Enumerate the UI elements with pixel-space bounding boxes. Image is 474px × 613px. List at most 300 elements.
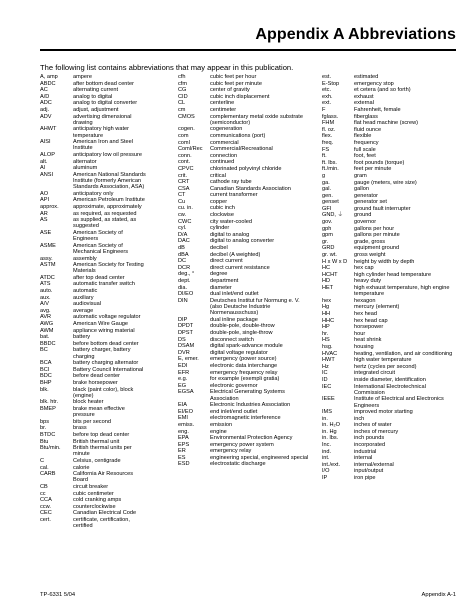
abbreviation-term: DIN: [178, 297, 188, 304]
abbreviation-term: CWC: [178, 218, 192, 225]
abbreviation-term: CARB: [40, 471, 56, 478]
abbreviation-row: [322, 133, 457, 139]
abbreviation-row: [40, 94, 147, 100]
abbreviation-definition: analog to digital: [73, 93, 113, 100]
abbreviation-row: [322, 370, 457, 376]
abbreviation-definition: inside diameter, identification: [354, 376, 426, 383]
abbreviation-term: cm: [178, 106, 186, 113]
abbreviation-row: [322, 435, 457, 441]
abbreviation-definition: hexagon: [354, 297, 376, 304]
abbreviation-row: [178, 363, 313, 369]
abbreviation-row: [178, 81, 313, 87]
abbreviation-column-3: [322, 74, 457, 482]
abbreviation-definition: frequency: [354, 139, 379, 146]
abbreviation-definition: ground: [354, 212, 372, 219]
abbreviation-term: ALOP: [40, 151, 55, 158]
abbreviation-term: dBA: [178, 251, 189, 258]
abbreviation-term: int.: [322, 455, 330, 462]
abbreviation-term: gr.: [322, 238, 329, 245]
abbreviation-row: [322, 442, 457, 448]
abbreviation-term: H x W x D: [322, 258, 348, 265]
abbreviation-definition: American Society of Engineers: [73, 229, 123, 243]
abbreviation-term: bps: [40, 418, 50, 425]
abbreviation-definition: et cetera (and so forth): [354, 87, 411, 94]
abbreviation-term: HVAC: [322, 350, 338, 357]
abbreviation-row: [322, 212, 457, 218]
abbreviation-term: gpm: [322, 232, 333, 239]
abbreviation-term: GND, ⏚: [322, 212, 344, 219]
abbreviation-row: [178, 323, 313, 329]
abbreviation-row: [178, 448, 313, 454]
abbreviation-definition: for example (exempli gratia): [210, 376, 280, 383]
abbreviation-term: DSAM: [178, 343, 195, 350]
abbreviation-term: cogen.: [178, 126, 195, 133]
abbreviation-term: avg.: [40, 307, 51, 314]
abbreviation-row: [178, 153, 313, 159]
abbreviation-term: E-Stop: [322, 80, 340, 87]
abbreviation-term: ANSI: [40, 171, 54, 178]
abbreviation-definition: anticipatory only: [73, 190, 114, 197]
abbreviation-definition: block heater: [73, 399, 104, 406]
abbreviation-term: hsg.: [322, 343, 333, 350]
abbreviation-term: EG: [178, 382, 187, 389]
abbreviation-term: HP: [322, 324, 330, 331]
abbreviation-row: [322, 199, 457, 205]
abbreviation-definition: alternator: [73, 158, 97, 165]
abbreviation-definition: auxiliary: [73, 294, 94, 301]
abbreviation-definition: connection: [210, 152, 238, 159]
abbreviation-definition: hex head cap: [354, 317, 388, 324]
abbreviation-definition: inches of mercury: [354, 428, 399, 435]
abbreviation-definition: exhaust: [354, 93, 374, 100]
abbreviation-term: blk. htr.: [40, 399, 59, 406]
abbreviation-term: D/A: [178, 231, 188, 238]
abbreviation-row: [322, 468, 457, 474]
abbreviation-term: approx.: [40, 203, 59, 210]
abbreviation-row: [322, 272, 457, 278]
abbreviation-row: [322, 304, 457, 310]
abbreviation-row: [322, 74, 457, 80]
abbreviation-definition: bits per second: [73, 418, 111, 425]
abbreviation-row: [322, 298, 457, 304]
intro-text: The following list contains abbreviations that may appear in this publication.: [40, 63, 294, 72]
abbreviation-term: in.: [322, 415, 328, 422]
abbreviation-definition: American Society for Testing Materials: [73, 262, 144, 275]
abbreviation-row: [322, 429, 457, 435]
abbreviation-term: Hg: [322, 304, 330, 311]
abbreviation-row: [322, 226, 457, 232]
abbreviation-definition: governor: [354, 219, 377, 226]
abbreviation-definition: cylinder: [210, 225, 230, 232]
abbreviation-definition: improved motor starting: [354, 409, 413, 416]
abbreviation-definition: Battery Council International: [73, 366, 144, 373]
abbreviation-row: [322, 193, 457, 199]
abbreviation-row: [40, 347, 147, 359]
abbreviation-row: [40, 159, 147, 165]
abbreviation-term: FHM: [322, 120, 335, 127]
abbreviation-term: auto.: [40, 288, 53, 295]
abbreviation-row: [40, 217, 147, 229]
abbreviation-definition: ground fault interrupter: [354, 205, 411, 212]
abbreviation-row: [40, 288, 147, 294]
abbreviation-definition: flat head machine (screw): [354, 120, 419, 127]
abbreviation-definition: industrial: [354, 448, 377, 455]
abbreviation-row: [322, 416, 457, 422]
abbreviation-row: [322, 166, 457, 172]
abbreviation-row: [322, 357, 457, 363]
abbreviation-row: [178, 192, 313, 198]
abbreviation-term: emiss.: [178, 421, 195, 428]
abbreviation-column-2: [178, 74, 313, 468]
abbreviation-definition: automatic transfer switch: [73, 281, 135, 288]
abbreviation-definition: fiberglass: [354, 113, 378, 120]
abbreviation-definition: cathode ray tube: [210, 179, 252, 186]
abbreviation-term: EMI: [178, 415, 188, 422]
abbreviation-term: HS: [322, 337, 330, 344]
abbreviation-definition: assembly: [73, 255, 97, 262]
abbreviation-definition: heat shrink: [354, 337, 382, 344]
abbreviation-row: [178, 140, 313, 146]
abbreviation-term: ID: [322, 376, 328, 383]
abbreviation-definition: chlorinated polyvinyl chloride: [210, 165, 282, 172]
abbreviation-row: [322, 107, 457, 113]
abbreviation-term: ga.: [322, 179, 330, 186]
abbreviation-row: [40, 387, 147, 399]
abbreviation-row: [40, 275, 147, 281]
abbreviation-definition: audiovisual: [73, 301, 101, 308]
abbreviation-term: etc.: [322, 87, 332, 94]
abbreviation-term: CG: [178, 87, 187, 94]
abbreviation-definition: equipment ground: [354, 245, 400, 252]
abbreviation-definition: emission: [210, 421, 233, 428]
abbreviation-term: Al: [40, 165, 45, 172]
abbreviation-row: [40, 367, 147, 373]
abbreviation-definition: estimated: [354, 74, 379, 80]
abbreviation-definition: dual inline package: [210, 316, 258, 323]
abbreviation-row: [322, 114, 457, 120]
abbreviation-definition: cold cranking amps: [73, 497, 122, 504]
abbreviation-definition: adjust, adjustment: [73, 106, 119, 113]
abbreviation-term: F: [322, 106, 326, 113]
abbreviation-term: adj.: [40, 106, 50, 113]
abbreviation-definition: electronic data interchange: [210, 362, 278, 369]
abbreviation-term: AR: [40, 210, 48, 217]
abbreviation-row: [40, 172, 147, 191]
abbreviation-definition: decibel (A weighted): [210, 251, 261, 258]
abbreviation-row: [178, 265, 313, 271]
abbreviation-row: [40, 465, 147, 471]
abbreviation-definition: brake mean effective pressure: [73, 405, 125, 419]
abbreviation-row: [40, 458, 147, 464]
abbreviation-term: CL: [178, 100, 186, 107]
abbreviation-definition: as supplied, as stated, as suggested: [73, 217, 137, 230]
abbreviation-definition: department: [210, 278, 239, 285]
abbreviation-term: cal.: [40, 464, 49, 471]
abbreviation-term: int./ext.: [322, 461, 341, 468]
abbreviation-row: [40, 165, 147, 171]
abbreviation-term: A/V: [40, 301, 50, 308]
abbreviation-definition: Deutsches Institut fur Normung e. V. (also Deutsche Industrie Normenausschuss): [210, 297, 300, 317]
abbreviation-definition: gauge (meters, wire size): [354, 179, 417, 186]
abbreviation-definition: critical: [210, 172, 226, 179]
abbreviation-row: [322, 396, 457, 408]
abbreviation-definition: British thermal units per minute: [73, 445, 132, 458]
abbreviation-term: BCI: [40, 366, 50, 373]
abbreviation-row: [178, 173, 313, 179]
abbreviation-row: [40, 81, 147, 87]
abbreviation-row: [322, 160, 457, 166]
abbreviation-row: [322, 81, 457, 87]
abbreviation-row: [178, 94, 313, 100]
abbreviation-definition: before bottom dead center: [73, 340, 139, 347]
abbreviation-row: [40, 373, 147, 379]
abbreviation-term: Btu: [40, 438, 49, 445]
abbreviation-definition: centerline: [210, 100, 235, 107]
abbreviation-term: EPS: [178, 441, 190, 448]
abbreviation-row: [178, 415, 313, 421]
abbreviation-row: [40, 471, 147, 483]
abbreviation-row: [322, 422, 457, 428]
abbreviation-row: [322, 449, 457, 455]
abbreviation-term: ATS: [40, 281, 51, 288]
abbreviation-row: [40, 432, 147, 438]
abbreviation-term: IC: [322, 370, 328, 377]
abbreviation-term: DIP: [178, 316, 188, 323]
abbreviation-term: hex: [322, 297, 332, 304]
abbreviation-row: [40, 243, 147, 255]
abbreviation-definition: before dead center: [73, 373, 120, 380]
abbreviation-term: ext.: [322, 100, 332, 107]
abbreviation-definition: Commercial/Recreational: [210, 146, 273, 153]
abbreviation-definition: external: [354, 100, 374, 107]
abbreviation-term: crit.: [178, 172, 188, 179]
abbreviation-row: [40, 295, 147, 301]
abbreviation-row: [178, 100, 313, 106]
abbreviation-term: Inc.: [322, 442, 332, 449]
abbreviation-definition: horsepower: [354, 324, 384, 331]
abbreviation-term: conn.: [178, 152, 192, 159]
abbreviation-row: [178, 219, 313, 225]
abbreviation-term: BDC: [40, 373, 52, 380]
abbreviation-term: ER: [178, 448, 186, 455]
abbreviation-term: AS: [40, 217, 48, 224]
abbreviation-definition: alternating current: [73, 87, 119, 94]
abbreviation-term: eng.: [178, 428, 189, 435]
abbreviation-term: cu. in.: [178, 205, 193, 212]
abbreviation-term: BHP: [40, 380, 52, 386]
abbreviation-row: [178, 317, 313, 323]
abbreviation-row: [40, 419, 147, 425]
abbreviation-row: [322, 331, 457, 337]
abbreviation-term: CEC: [40, 510, 52, 517]
abbreviation-definition: gallons per hour: [354, 225, 395, 232]
abbreviation-row: [322, 245, 457, 251]
abbreviation-term: cont.: [178, 159, 191, 166]
abbreviation-row: [322, 364, 457, 370]
abbreviation-definition: high cylinder head temperature: [354, 271, 432, 278]
abbreviation-definition: inch: [354, 415, 365, 422]
abbreviation-term: DI/EO: [178, 291, 194, 298]
abbreviation-row: [178, 285, 313, 291]
abbreviation-row: [40, 301, 147, 307]
abbreviation-term: freq.: [322, 139, 334, 146]
abbreviation-row: [40, 360, 147, 366]
abbreviation-definition: internal/external: [354, 461, 394, 468]
abbreviation-term: API: [40, 197, 50, 204]
abbreviation-row: [322, 318, 457, 324]
abbreviation-row: [322, 259, 457, 265]
abbreviation-row: [178, 74, 313, 80]
abbreviation-definition: cubic inch displacement: [210, 93, 270, 100]
abbreviation-term: br.: [40, 425, 47, 432]
abbreviation-definition: International Electrotechnical Commission: [354, 383, 426, 396]
abbreviation-definition: Electronic Industries Association: [210, 402, 291, 409]
abbreviation-term: cyl.: [178, 225, 187, 232]
abbreviation-term: CB: [40, 483, 48, 490]
abbreviation-row: [40, 314, 147, 320]
footer-page-number: Appendix A-1: [421, 592, 456, 598]
abbreviation-term: FS: [322, 146, 330, 153]
abbreviation-definition: circuit breaker: [73, 483, 109, 490]
abbreviation-row: [178, 205, 313, 211]
abbreviation-term: IMS: [322, 409, 332, 416]
abbreviation-term: AVR: [40, 314, 52, 321]
abbreviation-row: [322, 384, 457, 396]
abbreviation-row: [178, 179, 313, 185]
abbreviation-term: ft./min.: [322, 166, 339, 173]
abbreviation-term: HET: [322, 285, 334, 291]
abbreviation-definition: gallons per minute: [354, 232, 400, 239]
abbreviation-definition: cogeneration: [210, 126, 243, 133]
abbreviation-definition: California Air Resources Board: [73, 471, 134, 484]
abbreviation-term: ft. lbs.: [322, 159, 337, 166]
abbreviation-term: DS: [178, 336, 186, 343]
abbreviation-row: [178, 356, 313, 362]
abbreviation-term: BC: [40, 347, 48, 354]
abbreviation-term: AC: [40, 87, 48, 94]
abbreviation-definition: copper: [210, 198, 228, 205]
abbreviation-column-1: [40, 74, 147, 530]
abbreviation-definition: digital to analog: [210, 231, 250, 238]
abbreviation-definition: American Wire Gauge: [73, 321, 129, 328]
abbreviation-row: [40, 380, 147, 386]
abbreviation-row: [178, 330, 313, 336]
abbreviation-term: AWM: [40, 327, 54, 334]
abbreviation-definition: certificate, certification, certified: [73, 516, 130, 530]
abbreviation-term: ASE: [40, 229, 52, 236]
abbreviation-row: [322, 100, 457, 106]
abbreviation-row: [178, 383, 313, 389]
abbreviation-definition: feet per minute: [354, 166, 392, 173]
abbreviation-term: BBDC: [40, 340, 56, 347]
abbreviation-row: [322, 180, 457, 186]
abbreviation-term: A, amp: [40, 74, 58, 80]
abbreviation-definition: emergency frequency relay: [210, 369, 278, 376]
abbreviation-definition: engineering special, engineered special: [210, 454, 309, 461]
abbreviation-definition: double-pole, single-throw: [210, 329, 273, 336]
abbreviation-definition: digital to analog converter: [210, 238, 275, 245]
abbreviation-definition: electromagnetic interference: [210, 415, 281, 422]
abbreviation-row: [40, 321, 147, 327]
abbreviation-definition: gallon: [354, 186, 369, 193]
abbreviation-definition: diameter: [210, 284, 232, 291]
abbreviation-term: BCA: [40, 360, 52, 367]
abbreviation-term: Cu: [178, 198, 186, 205]
abbreviation-term: genset: [322, 199, 339, 206]
abbreviation-definition: decibel: [210, 245, 228, 252]
abbreviation-term: GFI: [322, 205, 332, 212]
abbreviation-row: [178, 258, 313, 264]
abbreviation-row: [322, 239, 457, 245]
abbreviation-term: cfh: [178, 74, 186, 80]
abbreviation-term: blk.: [40, 386, 49, 393]
abbreviation-row: [322, 140, 457, 146]
abbreviation-row: [40, 191, 147, 197]
abbreviation-term: coml: [178, 139, 190, 146]
abbreviation-term: EIA: [178, 402, 188, 409]
abbreviation-definition: hex head: [354, 310, 378, 317]
abbreviation-row: [322, 219, 457, 225]
abbreviation-row: [178, 107, 313, 113]
abbreviation-term: ATDC: [40, 274, 55, 281]
abbreviation-term: e.g.: [178, 376, 188, 383]
abbreviation-definition: American Society of Mechanical Engineers: [73, 242, 129, 255]
abbreviation-term: HCHT: [322, 271, 338, 278]
abbreviation-row: [178, 133, 313, 139]
abbreviation-definition: foot, feet: [354, 153, 376, 160]
abbreviation-definition: advertising dimensional drawing: [73, 113, 132, 126]
abbreviation-row: [178, 245, 313, 251]
abbreviation-row: [40, 126, 147, 138]
abbreviation-definition: generator set: [354, 199, 387, 206]
abbreviation-row: [178, 455, 313, 461]
abbreviation-definition: automatic voltage regulator: [73, 314, 141, 321]
abbreviation-term: CCA: [40, 497, 52, 504]
abbreviation-row: [178, 298, 313, 317]
abbreviation-row: [178, 146, 313, 152]
abbreviation-term: ABDC: [40, 80, 56, 87]
abbreviation-row: [178, 389, 313, 401]
abbreviation-row: [40, 114, 147, 126]
abbreviation-row: [322, 455, 457, 461]
abbreviation-definition: British thermal unit: [73, 438, 120, 445]
abbreviation-row: [178, 271, 313, 277]
abbreviation-definition: before top dead center: [73, 431, 130, 438]
abbreviation-row: [322, 186, 457, 192]
abbreviation-term: AO: [40, 190, 49, 197]
abbreviation-term: cfm: [178, 80, 188, 87]
abbreviation-definition: electrostatic discharge: [210, 461, 266, 468]
abbreviation-definition: clockwise: [210, 212, 234, 219]
abbreviation-definition: generator: [354, 192, 378, 199]
abbreviation-term: IEC: [322, 383, 332, 390]
abbreviation-row: [322, 120, 457, 126]
abbreviation-row: [40, 510, 147, 516]
abbreviation-definition: appliance wiring material: [73, 327, 135, 334]
abbreviation-definition: hex cap: [354, 265, 374, 272]
abbreviation-definition: gross weight: [354, 252, 386, 259]
abbreviation-term: AWG: [40, 321, 54, 328]
title-rule: [40, 49, 456, 51]
abbreviation-row: [178, 166, 313, 172]
abbreviation-definition: heating, ventilation, and air conditioning: [354, 350, 453, 357]
abbreviation-row: [40, 139, 147, 151]
abbreviation-term: HH: [322, 310, 331, 317]
abbreviation-row: [322, 232, 457, 238]
abbreviation-term: IEEE: [322, 396, 335, 403]
abbreviation-definition: iron pipe: [354, 475, 376, 482]
abbreviation-term: fglass.: [322, 113, 339, 120]
